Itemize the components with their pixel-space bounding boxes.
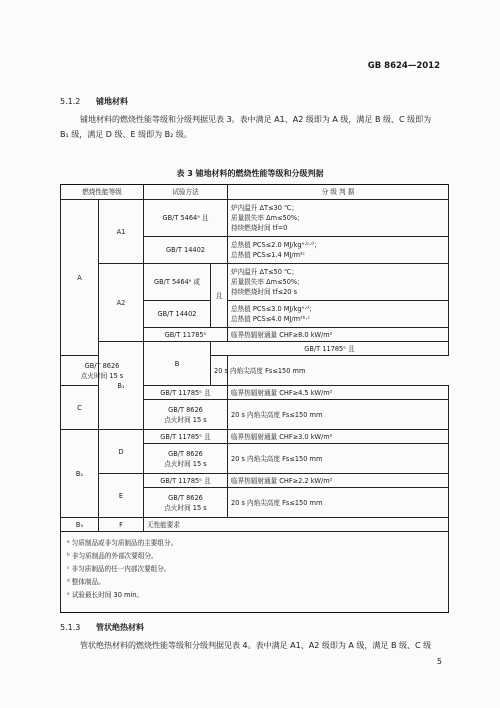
criteria-line: 持续燃烧时间 tf=0 bbox=[231, 224, 288, 232]
standard-number: GB 8624—2012 bbox=[367, 61, 440, 71]
method-cell: GB/T 14402 bbox=[144, 237, 228, 264]
footnote: ᵉ 试验最长时间 30 min。 bbox=[67, 591, 144, 599]
criteria-line: 总热值 PCS≤4.0 MJ/m²ᵇ·ᶜ bbox=[231, 315, 311, 323]
grade-cell: B₃ bbox=[61, 518, 99, 532]
criteria-table bbox=[60, 184, 449, 613]
criteria-line: 持续燃烧时间 tf≤20 s bbox=[231, 288, 298, 296]
criteria-line: 总热值 PCS≤2.0 MJ/kgᵃ·ᵇ·ᵈ； bbox=[231, 241, 321, 249]
section-paragraph bbox=[60, 112, 442, 142]
table-caption: 表 3 铺地材料的燃烧性能等级和分级判据 bbox=[176, 169, 324, 178]
criteria-cell: 20 s 内焰尖高度 Fs≤150 mm bbox=[228, 488, 449, 518]
method-cell: GB/T 11785ᵉ 且 bbox=[144, 474, 228, 488]
page-number: 5 bbox=[436, 657, 442, 666]
header-method: 试验方法 bbox=[144, 185, 228, 200]
footnote: ᵇ 非匀质制品的外部次要组分。 bbox=[67, 552, 158, 560]
method-cell: GB/T 14402 bbox=[144, 301, 211, 328]
footnotes bbox=[61, 532, 449, 613]
method-cell: 无性能要求 bbox=[144, 518, 449, 532]
criteria-cell: 临界热辐射通量 CHF≥8.0 kW/m² bbox=[228, 328, 449, 342]
paragraph-line: B₁ 级，满足 D 级、E 级即为 B₂ 级。 bbox=[60, 130, 192, 139]
subgrade-cell: B bbox=[144, 342, 211, 386]
criteria-line: 质量损失率 Δm≤50%； bbox=[231, 278, 304, 286]
method-cell: GB/T 11785ᵉ 且 bbox=[144, 386, 228, 400]
grade-cell: B₁ bbox=[99, 342, 144, 430]
method-cell bbox=[144, 400, 228, 430]
subgrade-cell: E bbox=[99, 474, 144, 518]
method-cell: GB/T 11785ᵉ 且 bbox=[144, 430, 228, 444]
paragraph-line: 铺地材料的燃烧性能等级和分级判据见表 3。表中满足 A1、A2 级即为 A 级，满足 B 级、C 级即为 bbox=[80, 115, 432, 124]
criteria-cell: 20 s 内焰尖高度 Fs≤150 mm bbox=[211, 356, 228, 386]
method-cell bbox=[144, 488, 228, 518]
criteria-cell: 20 s 内焰尖高度 Fs≤150 mm bbox=[228, 400, 449, 430]
method-cell: GB/T 11785ᵉ 且 bbox=[211, 342, 449, 356]
method-cell: GB/T 5464ᵃ 或 bbox=[144, 264, 211, 301]
criteria-line: 质量损失率 Δm≤50%； bbox=[231, 214, 304, 222]
subgrade-cell: A1 bbox=[99, 200, 144, 264]
section-heading-5-1-2 bbox=[60, 96, 128, 107]
criteria-cell: 临界热辐射通量 CHF≥4.5 kW/m² bbox=[228, 386, 449, 400]
subgrade-cell: F bbox=[99, 518, 144, 532]
criteria-cell bbox=[228, 200, 449, 237]
section-title: 管状绝热材料 bbox=[96, 623, 144, 632]
grade-cell: B₂ bbox=[61, 430, 99, 518]
criteria-line: 炉内温升 ΔT≤50 ℃； bbox=[231, 268, 299, 276]
method-line: 点火时间 15 s bbox=[80, 371, 124, 380]
criteria-cell: 20 s 内焰尖高度 Fs≤150 mm bbox=[228, 444, 449, 474]
criteria-line: 总热值 PCS≤1.4 MJ/m²ᶜ bbox=[231, 251, 306, 259]
criteria-cell bbox=[228, 301, 449, 328]
subgrade-cell: A2 bbox=[99, 264, 144, 342]
grade-cell: A bbox=[61, 200, 99, 356]
paragraph-line: 管状绝热材料的燃烧性能等级和分级判据见表 4。表中满足 A1、A2 级即为 A 级，满足 B 级、C 级 bbox=[80, 641, 432, 650]
footnote: ᵃ 匀质制品或非匀质制品的主要组分。 bbox=[67, 539, 178, 547]
method-cell: GB/T 5464ᵃ 且 bbox=[144, 200, 228, 237]
section-title: 铺地材料 bbox=[96, 97, 128, 106]
criteria-cell bbox=[228, 264, 449, 301]
section-paragraph bbox=[60, 638, 444, 653]
subgrade-cell: D bbox=[99, 430, 144, 474]
criteria-cell bbox=[228, 237, 449, 264]
section-heading-5-1-3 bbox=[60, 622, 144, 633]
criteria-cell: 临界热辐射通量 CHF≥2.2 kW/m² bbox=[228, 474, 449, 488]
footnote: ᵈ 整体制品。 bbox=[67, 578, 105, 586]
method-line: GB/T 8626 bbox=[168, 493, 203, 502]
header-grade: 燃烧性能等级 bbox=[61, 185, 144, 200]
method-line: 点火时间 15 s bbox=[164, 503, 207, 512]
criteria-line: 总热值 PCS≤3.0 MJ/kgᵃ·ᵈ； bbox=[231, 305, 316, 313]
method-cell bbox=[144, 444, 228, 474]
and-connector: 且 bbox=[211, 264, 228, 328]
method-line: GB/T 8626 bbox=[168, 449, 203, 458]
method-cell bbox=[61, 356, 144, 386]
method-cell: GB/T 11785ᵉ bbox=[144, 328, 228, 342]
method-line: GB/T 8626 bbox=[84, 361, 120, 370]
method-line: 点火时间 15 s bbox=[164, 415, 207, 424]
method-line: 点火时间 15 s bbox=[164, 459, 207, 468]
method-line: GB/T 8626 bbox=[168, 405, 203, 414]
section-number: 5.1.3 bbox=[60, 623, 81, 632]
footnote: ᶜ 非匀质制品的任一内部次要组分。 bbox=[67, 565, 171, 573]
criteria-line: 炉内温升 ΔT≤30 ℃； bbox=[231, 204, 299, 212]
header-criteria: 分 级 判 据 bbox=[228, 185, 449, 200]
subgrade-cell: C bbox=[61, 386, 99, 430]
section-number: 5.1.2 bbox=[60, 97, 81, 106]
criteria-cell: 临界热辐射通量 CHF≥3.0 kW/m² bbox=[228, 430, 449, 444]
